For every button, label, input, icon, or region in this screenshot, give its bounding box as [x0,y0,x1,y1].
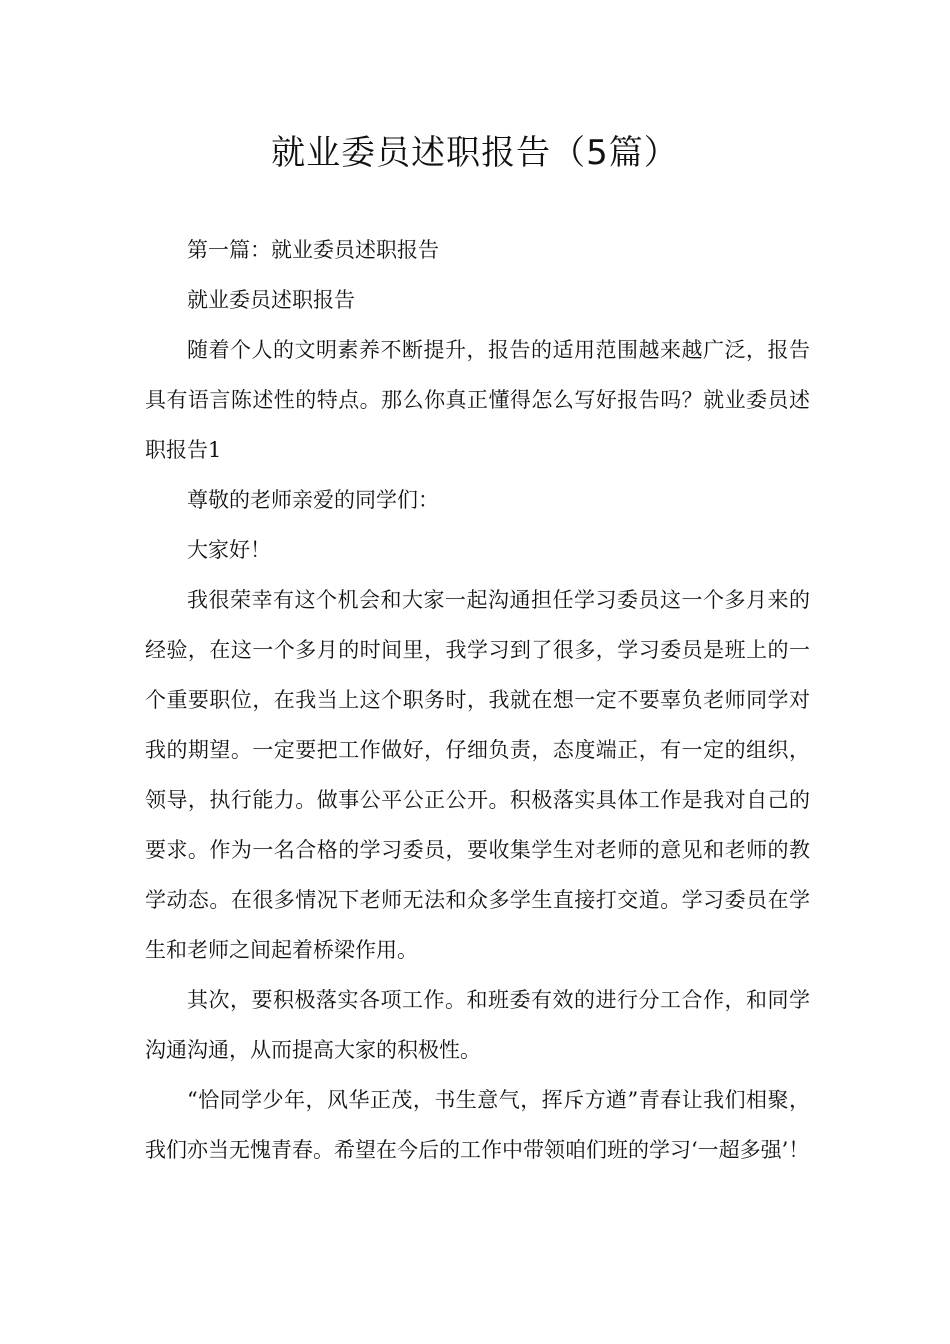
document-body [145,225,810,1175]
body-paragraph: 我很荣幸有这个机会和大家一起沟通担任学习委员这一个多月来的经验，在这一个多月的时间里，我学习到了很多，学习委员是班上的一个重要职位，在我当上这个职务时，我就在想一定不要辜负老师同学对我的期望。一定要把工作做好，仔细负责，态度端正，有一定的组织，领导，执行能力。做事公平公正公开。积极落实具体工作是我对自己的要求。作为一名合格的学习委员，要收集学生对老师的意见和老师的教学动态。在很多情况下老师无法和众多学生直接打交道。学习委员在学生和老师之间起着桥梁作用。 [145,588,810,962]
section-heading: 第一篇：就业委员述职报告 [187,238,439,262]
subheading: 就业委员述职报告 [187,288,355,312]
greeting: 大家好！ [187,538,271,562]
intro-paragraph: 随着个人的文明素养不断提升，报告的适用范围越来越广泛，报告具有语言陈述性的特点。那么你真正懂得怎么写好报告吗？就业委员述职报告1 [145,338,810,462]
body-paragraph: 其次，要积极落实各项工作。和班委有效的进行分工合作，和同学沟通沟通，从而提高大家的积极性。 [145,988,810,1062]
salutation: 尊敬的老师亲爱的同学们： [187,488,439,512]
document-title: 就业委员述职报告（5篇） [271,133,679,173]
body-paragraph: “恰同学少年，风华正茂，书生意气，挥斥方遒”青春让我们相聚，我们亦当无愧青春。希望在今后的工作中带领咱们班的学习‘一超多强’！ [145,1088,810,1162]
